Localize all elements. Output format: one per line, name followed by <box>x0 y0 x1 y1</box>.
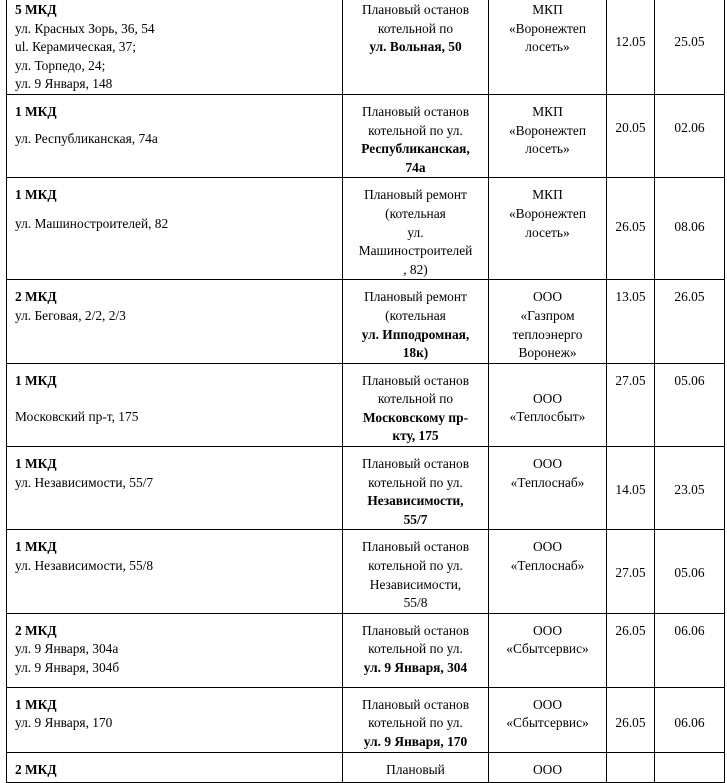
table-row <box>7 280 725 363</box>
address-line: ул. Независимости, 55/8 <box>15 558 154 574</box>
work-description-line: котельной по ул. <box>368 641 463 657</box>
organization-line: МКП <box>532 103 563 119</box>
table-row <box>7 178 725 280</box>
work-description-line: ул. 9 Января, 304 <box>363 660 468 675</box>
organization-cell <box>489 447 607 530</box>
start-date: 26.05 <box>615 714 646 730</box>
organization-line: ООО <box>532 622 562 638</box>
address-cell <box>7 0 343 94</box>
address-cell <box>7 613 343 687</box>
end-date-cell <box>655 280 725 363</box>
building-count: 2 МКД <box>15 761 57 777</box>
end-date: 02.06 <box>674 119 705 135</box>
work-description-line: Плановый ремонт <box>364 289 467 305</box>
work-description-line: котельной по ул. <box>368 122 463 138</box>
work-description-line: котельной по ул. <box>368 558 463 574</box>
organization-cell <box>489 280 607 363</box>
organization-line: «Воронежтеп <box>508 205 587 221</box>
work-description-line: Плановый останов <box>361 103 470 119</box>
address-line: ул. 9 Января, 304б <box>15 660 120 675</box>
organization-line: «Теплосбыт» <box>509 409 586 425</box>
organization-line: ООО <box>532 761 562 777</box>
organization-line: МКП <box>532 2 563 17</box>
start-date-cell <box>607 687 655 752</box>
work-description-line: Независимости, <box>369 576 462 592</box>
end-date-cell <box>655 0 725 94</box>
address-line: ул. Красных Зорь, 36, 54 <box>15 20 155 36</box>
address-cell <box>7 752 343 782</box>
work-description-line: ул. 9 Января, 170 <box>363 734 468 749</box>
start-date: 12.05 <box>615 34 646 49</box>
work-description-line: Плановый останов <box>361 372 470 388</box>
work-description-line: котельной по <box>377 391 454 407</box>
end-date <box>655 753 724 761</box>
start-date-cell <box>607 613 655 687</box>
work-description-line: (котельная <box>385 307 446 323</box>
address-line: ул. 9 Января, 148 <box>15 76 113 92</box>
address-line: ул. Республиканская, 74а <box>15 130 158 146</box>
work-description-cell <box>343 752 489 782</box>
table-row <box>7 447 725 530</box>
table-row <box>7 363 725 446</box>
work-description-line: ул. <box>407 224 424 240</box>
address-cell <box>7 280 343 363</box>
address-cell <box>7 447 343 530</box>
work-description-line: кту, 175 <box>392 428 439 444</box>
end-date-cell <box>655 530 725 613</box>
outage-schedule-table <box>6 0 725 783</box>
work-description-cell <box>343 94 489 177</box>
address-line: ул. 9 Января, 304а <box>15 641 119 657</box>
work-description-cell <box>343 447 489 530</box>
organization-line: лосеть» <box>525 224 570 240</box>
end-date: 05.06 <box>674 372 705 388</box>
building-count: 1 МКД <box>15 187 57 203</box>
building-count: 2 МКД <box>15 622 57 638</box>
start-date <box>607 753 654 761</box>
organization-line: ООО <box>532 696 562 712</box>
address-line: Московский пр-т, 175 <box>15 409 139 425</box>
work-description-line: Плановый останов <box>361 539 470 555</box>
work-description-line: Независимости, <box>367 493 464 509</box>
address-line: ул. Беговая, 2/2, 2/3 <box>15 307 126 323</box>
organization-line: ООО <box>532 539 562 555</box>
building-count: 1 МКД <box>15 103 57 119</box>
end-date-cell <box>655 752 725 782</box>
work-description-line: Плановый останов <box>361 696 470 712</box>
work-description-cell <box>343 0 489 94</box>
organization-line: «Сбытсервис» <box>506 641 589 657</box>
work-description-cell <box>343 363 489 446</box>
work-description-line: Республиканская, <box>361 141 470 157</box>
organization-cell <box>489 178 607 280</box>
organization-line: «Теплоснаб» <box>510 558 585 574</box>
work-description-cell <box>343 613 489 687</box>
end-date-cell <box>655 363 725 446</box>
table-row <box>7 687 725 752</box>
address-line: ул. Машиностроителей, 82 <box>15 215 169 231</box>
building-count: 1 МКД <box>15 696 57 712</box>
building-count: 1 МКД <box>15 456 57 472</box>
work-description-cell <box>343 530 489 613</box>
start-date: 26.05 <box>615 219 646 235</box>
address-cell <box>7 363 343 446</box>
work-description-line: ул. Ипподромная, <box>361 326 470 342</box>
end-date: 26.05 <box>674 289 705 305</box>
work-description-line: Плановый останов <box>361 622 470 638</box>
start-date-cell <box>607 94 655 177</box>
organization-cell <box>489 530 607 613</box>
work-description-line: (котельная <box>385 205 446 221</box>
address-cell <box>7 687 343 752</box>
organization-line: «Воронежтеп <box>508 20 587 36</box>
start-date-cell <box>607 178 655 280</box>
table-row <box>7 530 725 613</box>
organization-cell <box>489 687 607 752</box>
organization-cell <box>489 94 607 177</box>
work-description-line: ул. Вольная, 50 <box>369 39 462 55</box>
start-date: 14.05 <box>615 482 646 498</box>
organization-line: ООО <box>532 390 562 406</box>
building-count: 1 МКД <box>15 539 57 555</box>
organization-line: МКП <box>532 187 563 203</box>
organization-cell <box>489 0 607 94</box>
work-description-line: Плановый останов <box>361 456 470 472</box>
organization-line: «Сбытсервис» <box>506 715 589 731</box>
building-count: 2 МКД <box>15 289 57 305</box>
work-description-line: Московскому пр- <box>362 409 469 425</box>
table-row <box>7 94 725 177</box>
organization-line: Воронеж» <box>518 345 577 361</box>
end-date: 05.06 <box>674 565 705 581</box>
work-description-line: 18к) <box>402 345 429 361</box>
start-date: 27.05 <box>615 372 646 388</box>
work-description-line: котельной по <box>377 20 454 36</box>
start-date-cell <box>607 363 655 446</box>
table-row <box>7 0 725 94</box>
address-cell <box>7 94 343 177</box>
organization-line: ООО <box>532 456 562 472</box>
work-description-line: 74а <box>405 159 426 175</box>
end-date: 23.05 <box>674 482 705 498</box>
organization-cell <box>489 752 607 782</box>
organization-cell <box>489 363 607 446</box>
building-count: 1 МКД <box>15 372 57 388</box>
organization-line: «Теплоснаб» <box>510 474 585 490</box>
address-cell <box>7 530 343 613</box>
address-line: ул. Независимости, 55/7 <box>15 474 154 490</box>
work-description-line: котельной по ул. <box>368 474 463 490</box>
end-date: 06.06 <box>674 714 705 730</box>
building-count: 5 МКД <box>15 2 57 17</box>
address-line: ул. Торпедо, 24; <box>15 57 106 73</box>
work-description-line: Плановый останов <box>361 2 470 17</box>
start-date: 27.05 <box>615 565 646 581</box>
organization-line: лосеть» <box>525 141 570 157</box>
table-row <box>7 613 725 687</box>
start-date-cell <box>607 0 655 94</box>
end-date-cell <box>655 447 725 530</box>
end-date-cell <box>655 613 725 687</box>
address-line: ul. Керамическая, 37; <box>15 39 136 55</box>
work-description-line: Плановый <box>386 761 445 777</box>
end-date: 25.05 <box>674 34 705 49</box>
table-body <box>7 0 725 782</box>
organization-line: ООО <box>532 289 562 305</box>
organization-line: «Газпром <box>520 307 575 323</box>
end-date-cell <box>655 178 725 280</box>
end-date-cell <box>655 687 725 752</box>
work-description-line: Плановый ремонт <box>364 187 467 203</box>
work-description-line: котельной по ул. <box>368 715 463 731</box>
end-date: 08.06 <box>674 219 705 235</box>
work-description-cell <box>343 178 489 280</box>
organization-cell <box>489 613 607 687</box>
start-date: 20.05 <box>615 119 646 135</box>
work-description-line: , 82) <box>403 261 428 277</box>
start-date-cell <box>607 280 655 363</box>
start-date: 26.05 <box>615 622 646 638</box>
table-row <box>7 752 725 782</box>
work-description-line: 55/7 <box>403 511 428 527</box>
start-date: 13.05 <box>615 289 646 305</box>
organization-line: «Воронежтеп <box>508 122 587 138</box>
organization-line: теплоэнерго <box>512 326 583 342</box>
work-description-cell <box>343 280 489 363</box>
start-date-cell <box>607 447 655 530</box>
start-date-cell <box>607 752 655 782</box>
end-date: 06.06 <box>674 622 705 638</box>
end-date-cell <box>655 94 725 177</box>
work-description-cell <box>343 687 489 752</box>
organization-line: лосеть» <box>525 39 570 55</box>
address-line: ул. 9 Января, 170 <box>15 715 113 731</box>
work-description-line: 55/8 <box>403 595 428 611</box>
work-description-line: Машиностроителей <box>358 243 473 259</box>
start-date-cell <box>607 530 655 613</box>
address-cell <box>7 178 343 280</box>
